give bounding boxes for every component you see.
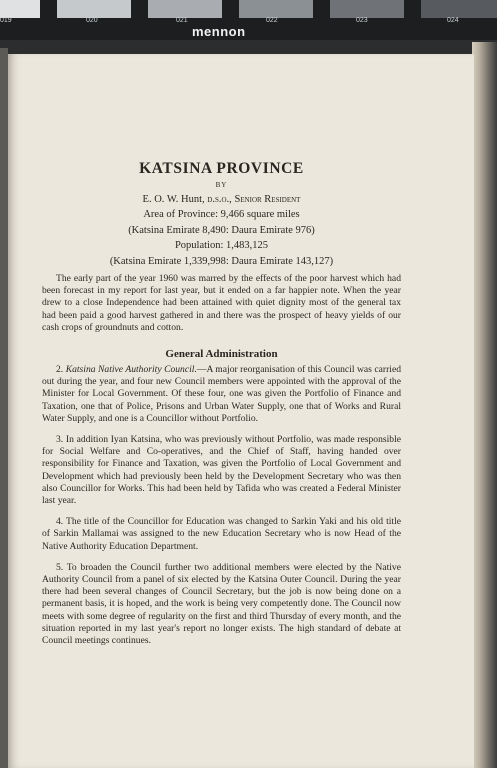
paragraph-2-lead: Katsina Native Authority Council. — [65, 364, 197, 376]
section-heading: General Administration — [165, 348, 278, 361]
population-detail: (Katsina Emirate 1,339,998: Daura Emirate 143,127) — [109, 255, 334, 267]
gray-patch — [148, 0, 222, 18]
gray-patch — [330, 0, 404, 18]
patch-number: 020 — [86, 17, 98, 24]
paragraph-2-number: 2. — [56, 364, 64, 376]
patch-number: 023 — [356, 17, 368, 24]
byline-label: BY — [215, 181, 228, 189]
book-page — [8, 54, 474, 768]
paragraph-4: 4. The title of the Councillor for Education was changed to Sarkin Yaki and his old title of Sarkin Mallamai was assigned to the new Education Secretary who is now Head of the Native Authority Education Department. — [42, 516, 401, 552]
area-detail: (Katsina Emirate 8,490: Daura Emirate 976) — [128, 224, 315, 236]
author-honours: d.s.o., — [207, 194, 232, 205]
paragraph-2 — [42, 364, 401, 425]
patch-number: 022 — [266, 17, 278, 24]
book-spine-left — [0, 48, 8, 768]
gray-patch — [0, 0, 40, 18]
patch-number: 021 — [176, 17, 188, 24]
patch-number: 024 — [447, 17, 459, 24]
gray-patch — [239, 0, 313, 18]
intro-paragraph: The early part of the year 1960 was marred by the effects of the poor harvest which had been forecast in my report for last year, but it ended on a far happier note. When the year drew to a close Independence had been attained with quiet dignity most of the general tax had been paid a good harvest gathered in and there was the prospect of heavy yields of our cash crops of groundnuts and cotton. — [42, 273, 401, 333]
patch-number: 019 — [0, 17, 12, 24]
page-edges — [472, 42, 497, 768]
paragraph-2-body: —A major reorganisation of this Council was carried out during the year, and four new Council members were appointed with the approval of the Minister for Local Government. Of these four, one was given the Portfolio of Finance and Taxation, one that of Police, Prisons and Urban Water Supply, one that of Works and Rural Water Supply, and one is a Councillor without Portfolio. — [42, 364, 401, 424]
author-role: Senior Resident — [234, 194, 301, 205]
color-calibration-strip — [0, 0, 497, 40]
paragraph-3: 3. In addition Iyan Katsina, who was previously without Portfolio, was made responsible for Social Welfare and Co-operatives, and the Chief of Staff, having handed over responsibility for Finance and Taxation, was given the Portfolio of Local Government and Development which had previously been held by the Development Secretary who was then also Councillor for Works. This had been held by Tafida who was created a Federal Minister last year. — [42, 434, 401, 507]
document-title: KATSINA PROVINCE — [139, 160, 304, 177]
author-line — [42, 192, 401, 207]
brand-logo: mennon — [192, 24, 246, 39]
gray-patch — [57, 0, 131, 18]
paragraph-5: 5. To broaden the Council further two additional members were elected by the Native Authority Council from a panel of six elected by the Katsina Outer Council. During the year there had been several changes of Council Secretary, but the job is now being done on a permanent basis, it is hoped, and the work is being very competently done. The Council now meets with some degree of regularity on the first and third Thursday of every month, and the situation reported in my last year's report no longer exists. The high standard of debate at Council meetings continues. — [42, 561, 401, 647]
page-content — [42, 159, 401, 647]
area-line: Area of Province: 9,466 square miles — [143, 209, 300, 220]
population-line: Population: 1,483,125 — [174, 240, 269, 251]
author-name: E. O. W. Hunt, — [142, 194, 205, 205]
gray-patch — [421, 0, 497, 18]
